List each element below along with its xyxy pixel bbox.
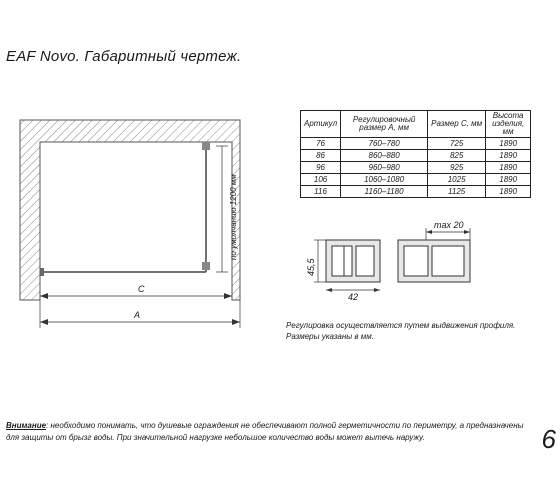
cell: 725	[428, 138, 486, 150]
profile-width-label: 42	[348, 292, 359, 302]
cell: 925	[428, 162, 486, 174]
attention-label: Внимание	[6, 421, 47, 430]
cell: 106	[301, 174, 341, 186]
drawing-title: EAF Novo. Габаритный чертеж.	[6, 48, 242, 65]
header-height: Высота изделия, мм	[486, 111, 531, 138]
note-adjustment: Регулировка осуществляется путем выдвижения профиля.	[286, 321, 516, 330]
header-adjust-size: Регулировочный размер А, мм	[341, 111, 428, 138]
header-size-c: Размер С, мм	[428, 111, 486, 138]
cell: 760–780	[341, 138, 428, 150]
cell: 860–880	[341, 150, 428, 162]
cell: 1890	[486, 186, 531, 198]
cell: 96	[301, 162, 341, 174]
profile-section-extended	[398, 240, 470, 282]
table-row	[301, 138, 531, 150]
table-header-row	[301, 111, 531, 138]
warning-text: : необходимо понимать, что душевые ограждения не обеспечивают полной герметичности по периметру, а предназначены для защиты от брызг воды. При значительной нагрузке небольшое количество воды может вытечь наружу.	[6, 421, 524, 442]
page-number: 6	[541, 424, 556, 454]
profile-section-closed	[326, 240, 380, 282]
c-label: C	[138, 284, 145, 294]
header-article: Артикул	[301, 111, 341, 138]
cell: 116	[301, 186, 341, 198]
profile-height-label: 45,5	[306, 258, 316, 276]
cell: 1890	[486, 138, 531, 150]
cell: 86	[301, 150, 341, 162]
cell: 1890	[486, 162, 531, 174]
a-dimension	[40, 300, 240, 328]
a-label: A	[134, 310, 141, 320]
cell: 1890	[486, 174, 531, 186]
cell: 1160–1180	[341, 186, 428, 198]
spec-table	[300, 110, 531, 198]
notes	[286, 320, 526, 342]
cell: 1025	[428, 174, 486, 186]
table-row	[301, 186, 531, 198]
cell: 825	[428, 150, 486, 162]
max-label: max 20	[434, 220, 464, 230]
cell: 1125	[428, 186, 486, 198]
table-row	[301, 162, 531, 174]
cell: 1890	[486, 150, 531, 162]
cell: 1060–1080	[341, 174, 428, 186]
glass-panel	[40, 142, 210, 276]
footer-warning	[6, 420, 526, 444]
cell: 76	[301, 138, 341, 150]
height-note: по умолчанию 1200 мм	[229, 174, 238, 260]
table-row	[301, 174, 531, 186]
note-units: Размеры указаны в мм.	[286, 332, 374, 341]
c-dimension	[40, 284, 232, 299]
cell: 960–980	[341, 162, 428, 174]
table-row	[301, 150, 531, 162]
